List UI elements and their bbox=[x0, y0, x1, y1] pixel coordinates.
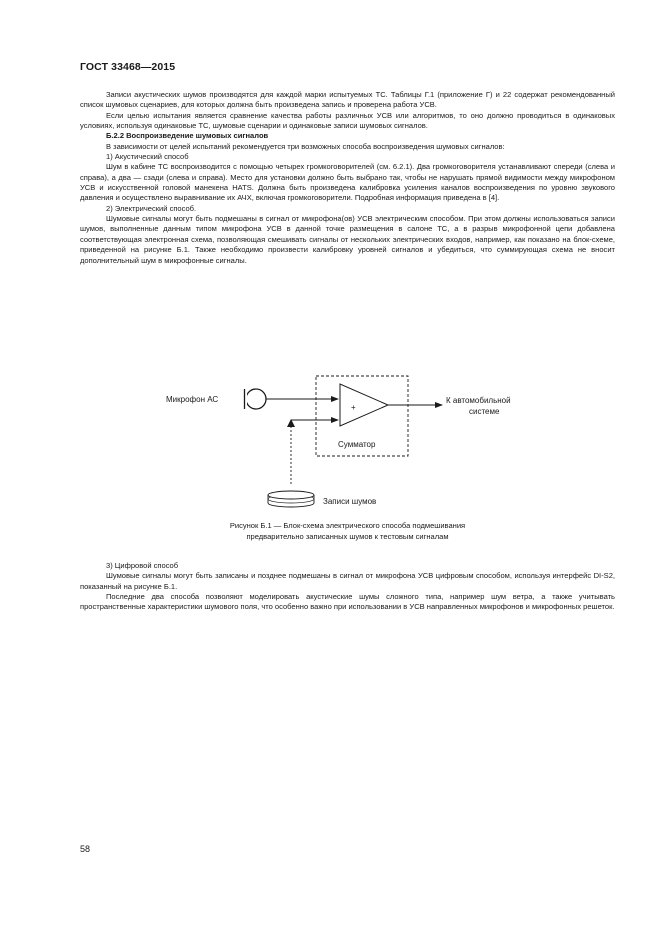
caption-line-1: Рисунок Б.1 — Блок-схема электрического способа подмешивания bbox=[229, 521, 466, 530]
mic-label: Микрофон АС bbox=[166, 395, 219, 404]
output-label-line2: системе bbox=[469, 407, 500, 416]
page-number: 58 bbox=[80, 844, 91, 854]
paragraph: Записи акустических шумов производятся для каждой марки испытуемых ТС. Таблицы Г.1 (приложение Г) и 22 содержат рекомендованный список шумовых сценариев, для которых должна быть произведена запись и проверена работа УСВ. bbox=[80, 90, 615, 110]
summator-triangle bbox=[340, 384, 388, 426]
summator-label: Сумматор bbox=[338, 440, 376, 449]
paragraph: Шум в кабине ТС воспроизводится с помощью четырех громкоговорителей (см. 6.2.1). Два громкоговорителя устанавливают спереди (слева и справа), а два — сзади (слева и справа). Место для установки должно быть выбрано так, чтобы не нарушать прямой видимости между микрофоном УСВ и искусственной головой манекена HATS. Должна быть произведена калибровка усиления каналов воспроизведения по уровню звукового давления и осуществлено выравнивание их АЧХ, включая громкоговорители. Подробная информация приведена в [4]. bbox=[80, 162, 615, 203]
noise-records-disk-icon bbox=[268, 491, 314, 507]
document-header: ГОСТ 33468—2015 bbox=[80, 61, 176, 73]
section-heading: Б.2.2 Воспроизведение шумовых сигналов bbox=[106, 131, 269, 141]
output-label-line1: К автомобильной bbox=[446, 396, 511, 405]
list-item-heading: 2) Электрический способ. bbox=[106, 203, 197, 213]
caption-line-2: предварительно записанных шумов к тестовым сигналам bbox=[246, 532, 449, 541]
plus-sign: + bbox=[351, 403, 356, 412]
paragraph: Последние два способа позволяют моделировать акустические шумы сложного типа, например шум ветра, а также учитывать пространственные характеристики шумового поля, что особенно важно при использовании в УСВ направленных микрофонов и микрофонных решеток. bbox=[80, 592, 615, 612]
paragraph: В зависимости от целей испытаний рекомендуется три возможных способа воспроизведения шумовых сигналов: bbox=[106, 141, 505, 151]
microphone-icon bbox=[246, 389, 266, 409]
list-item-heading: 3) Цифровой способ bbox=[106, 561, 179, 570]
noise-records-label: Записи шумов bbox=[323, 497, 377, 506]
list-item-heading: 1) Акустический способ bbox=[106, 152, 189, 162]
paragraph: Если целью испытания является сравнение качества работы различных УСВ или алгоритмов, то оно должно проводиться в одинаковых условиях, используя одинаковые ТС, шумовые сценарии и одинаковые записи шумовых сигналов. bbox=[80, 110, 615, 131]
block-diagram bbox=[0, 368, 661, 508]
body-text-lower bbox=[80, 561, 615, 613]
paragraph: Шумовые сигналы могут быть записаны и позднее подмешаны в сигнал от микрофона УСВ цифровым способом, используя интерфейс DI-S2, показанный на рисунке Б.1. bbox=[80, 571, 615, 591]
body-text-upper bbox=[80, 90, 615, 266]
figure-caption bbox=[80, 520, 615, 542]
paragraph: Шумовые сигналы могут быть подмешаны в сигнал от микрофона(ов) УСВ электрическим способом. При этом должны использоваться записи шумов, выполненные данным типом микрофона УСВ в данной точке размещения в салоне ТС, а в разрыв микрофонной цепи добавлена соответствующая электронная схема, позволяющая смешивать сигналы от нескольких электрических входов, например, как показано на блок-схеме, приведенной на рисунке Б.1. Также необходимо произвести калибровку уровней сигналов и убедиться, что суммирующая схема не вносит дополнительный шум в микрофонные сигналы. bbox=[80, 214, 615, 265]
